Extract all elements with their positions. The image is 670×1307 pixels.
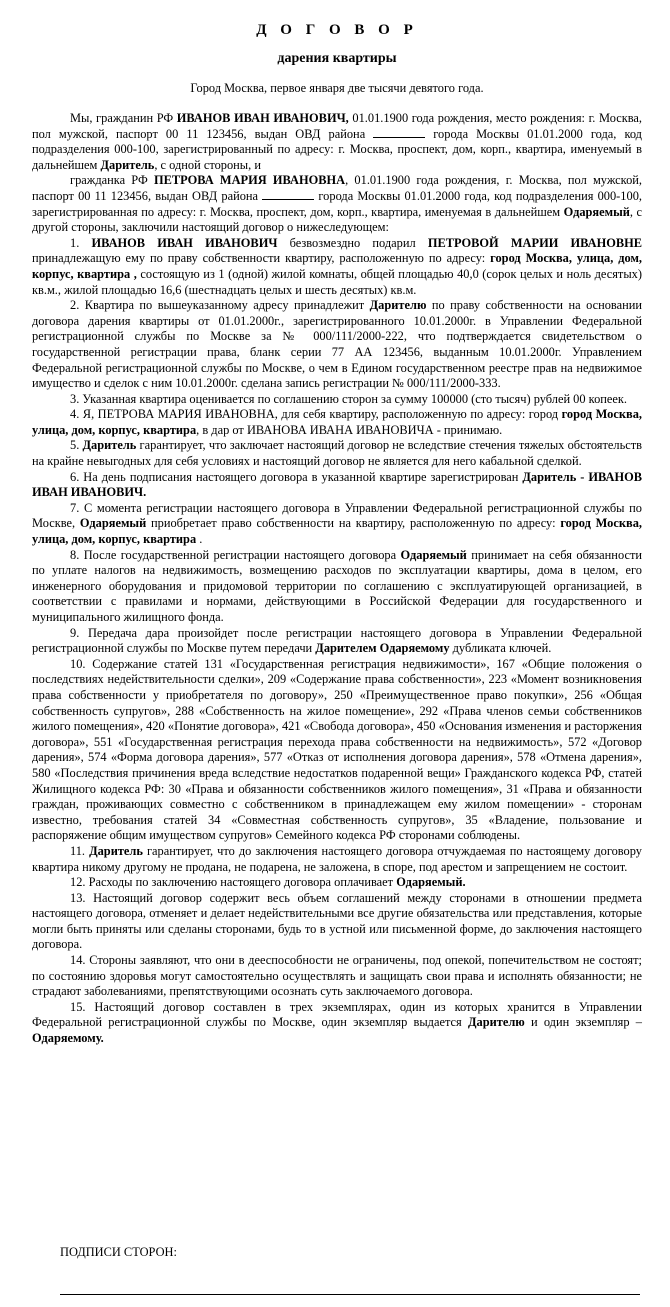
text: 7. С момента регистрации настоящего договора в Управлении Федеральной регистрационной службы по Москве,	[32, 500, 642, 531]
party-roles: Дарителем Одаряемому	[315, 641, 450, 656]
intro-party-donor	[32, 111, 642, 173]
clause-12	[32, 875, 642, 891]
text: безвозмездно подарил	[277, 235, 428, 250]
blank-line	[373, 128, 425, 138]
text: 1.	[70, 235, 92, 250]
text: города Москвы 01.01.2000 года, код подразделения 000-100, зарегистрированный по адресу: г. Москва, проспект, дом, корп., квартира, именуемый в дальнейшем	[32, 126, 642, 172]
clause-4	[32, 407, 642, 438]
text: 11.	[70, 843, 90, 858]
clause-1	[32, 236, 642, 298]
donor-role: Даритель	[100, 157, 155, 172]
city-date-line: Город Москва, первое января две тысячи девятого года.	[190, 81, 484, 95]
text: города Москвы 01.01.2000 года, код подразделения 000-100, зарегистрированная по адресу: г. Москва, проспект, дом, корп., квартира, именуемая в дальнейшем	[32, 188, 642, 219]
property-address: город Москва, улица, дом, корпус, квартира	[32, 516, 642, 547]
clause-13: 13. Настоящий договор содержит весь объем соглашений между сторонами в отношении предмета настоящего договора, отменяет и делает недействительными все другие обязательства или представления, которые могли быть приняты или сделаны сторонами, будь то в устной или письменной форме, до заключения настоящего договора.	[32, 890, 642, 952]
clause-2	[32, 298, 642, 392]
clause-6	[32, 470, 642, 501]
property-address: город Москва, улица, дом, корпус, квартира	[32, 407, 642, 437]
recipient-role: Одаряемый.	[396, 875, 466, 890]
text: и один экземпляр –	[524, 1015, 642, 1030]
text: .	[196, 532, 203, 547]
recipient-name: ПЕТРОВА МАРИЯ ИВАНОВНА	[153, 173, 346, 188]
donor-role: Даритель	[82, 438, 137, 453]
text: 6. На день подписания настоящего договора в указанной квартире зарегистрирован	[70, 469, 523, 484]
clause-7	[32, 501, 642, 548]
document-title: Д О Г О В О Р	[256, 22, 418, 38]
text: 12. Расходы по заключению настоящего договора оплачивает	[70, 875, 397, 890]
text: 8. После государственной регистрации настоящего договора	[70, 547, 401, 562]
recipient-role: Одаряемый	[400, 547, 467, 562]
recipient-role: Одаряемый	[79, 516, 147, 531]
donor-role: Дарителю	[467, 1015, 525, 1030]
text: 15. Настоящий договор составлен в трех экземплярах, один из которых хранится в Управлении Федеральной регистрационной службы по Москве, один экземпляр выдается	[32, 999, 642, 1030]
donor-name: ИВАНОВ ИВАН ИВАНОВИЧ	[91, 235, 278, 250]
text: , 01.01.1900 года рождения, г. Москва, пол мужской, паспорт 00 11 123456, выдан ОВД района	[32, 173, 642, 203]
text: , с другой стороны, заключили настоящий договор о нижеследующем:	[32, 204, 642, 235]
property-address: город Москва, улица, дом, корпус, квартира ,	[32, 251, 642, 281]
text: приобретает право собственности на квартиру, расположенную по адресу:	[146, 516, 561, 531]
clause-11	[32, 844, 642, 875]
donor-role: Дарителю	[369, 298, 427, 313]
clause-8	[32, 548, 642, 626]
text: , в дар от ИВАНОВА ИВАНА ИВАНОВИЧА - принимаю.	[196, 422, 503, 437]
clause-14: 14. Стороны заявляют, что они в дееспособности не ограничены, под опекой, попечительством не состоят; по состоянию здоровья могут самостоятельно осуществлять и защищать свои права и исполнять обязанности; не страдают заболеваниями, препятствующими осознать суть заключаемого договора.	[32, 953, 642, 999]
intro-party-recipient	[32, 173, 642, 235]
signatures-label: ПОДПИСИ СТОРОН:	[60, 1245, 177, 1259]
donor-name: ИВАНОВ ИВАН ИВАНОВИЧ,	[176, 111, 349, 125]
text: гражданка РФ	[70, 173, 154, 188]
text: гарантирует, что заключает настоящий договор не вследствие стечения тяжелых обстоятельств на крайне невыгодных для себя условиях и настоящий договор не является для него кабальной сделкой.	[32, 438, 642, 469]
donor-role-name: Даритель - ИВАНОВ ИВАН ИВАНОВИЧ.	[32, 469, 642, 500]
recipient-role: Одаряемому.	[32, 1031, 104, 1046]
text: , с одной стороны, и	[154, 157, 261, 172]
clause-5	[32, 438, 642, 469]
recipient-name: ПЕТРОВОЙ МАРИИ ИВАНОВНЕ	[427, 235, 643, 250]
text: гарантирует, что до заключения настоящего договора отчуждаемая по настоящему договору квартира никому другому не продана, не подарена, не заложена, в споре, под арестом и запрещением не состоит.	[32, 843, 642, 874]
donor-role: Даритель	[89, 843, 143, 858]
text: 4. Я, ПЕТРОВА МАРИЯ ИВАНОВНА, для себя квартиру, расположенную по адресу: город	[70, 407, 562, 422]
text: дубликата ключей.	[449, 641, 552, 656]
text: 9. Передача дара произойдет после регистрации настоящего договора в Управлении Федеральной регистрационной службы по Москве путем передачи	[32, 625, 642, 656]
text: принадлежащую ему по праву собственности квартиру, расположенную по адресу:	[32, 251, 491, 266]
text: состоящую из 1 (одной) жилой комнаты, общей площадью 40,0 (сорок целых и ноль десятых) кв.м., жилой площадью 16,6 (шестнадцать целых и шесть десятых) кв.м.	[32, 266, 642, 297]
document-subtitle: дарения квартиры	[277, 51, 397, 66]
text: Мы, гражданин РФ	[70, 111, 177, 125]
clause-10: 10. Содержание статей 131 «Государственная регистрация недвижимости», 167 «Общие положения о последствиях недействительности сделки», 209 «Содержание права собственности», 223 «Момент возникновения права собственности у приобретателя по договору», 250 «Преимущественное право покупки», 256 «Общая собственность супругов», 288 «Собственность на жилое помещение», 292 «Права членов семьи собственников жилого помещения», 420 «Понятие договора», 421 «Свобода договора», 450 «Основания изменения и расторжения договора», 551 «Государственная регистрация перехода права собственности на недвижимость», 572 «Договор дарения», 574 «Форма договора дарения», 577 «Отказ от исполнения договора дарения», 578 «Отмена дарения», 580 «Последствия причинения вреда вследствие недостатков подаренной вещи» Гражданского кодекса РФ, статей Жилищного кодекса РФ: 30 «Права и обязанности собственников жилого помещения», 31 «Права и обязанности граждан, проживающих совместно с собственником в принадлежащем ему жилом помещении» - сторонам известно, требования статей 34 «Совместная собственность супругов», 35 «Владение, пользование и распоряжение общим имуществом супругов» Семейного кодекса РФ сторонами соблюдены.	[32, 656, 642, 843]
text: по праву собственности на основании договора дарения квартиры от 01.01.2000г., зарегистрированного 10.01.2000г. в Управлении Федеральной регистрационной службы по Москве за № 000/111/2000-222, что подтверждается свидетельством о государственной регистрации права, бланк серии 77 АА 123456, выданным 10.01.2000г. Управлением Федеральной регистрационной службы по Москве, о чем в Едином государственном реестре прав на недвижимое имущество и сделок с ним 10.01.2000г. сделана запись регистрации № 000/111/2000-333.	[32, 298, 642, 391]
clause-9	[32, 626, 642, 657]
clause-3: 3. Указанная квартира оценивается по соглашению сторон за сумму 100000 (сто тысяч) рублей 00 копеек.	[70, 391, 628, 406]
text: 2. Квартира по вышеуказанному адресу принадлежит	[70, 298, 370, 313]
recipient-role: Одаряемый	[563, 204, 630, 219]
blank-line	[262, 190, 314, 200]
signature-line	[60, 1294, 640, 1295]
text: 5.	[70, 438, 83, 453]
text: принимает на себя обязанности по уплате налогов на недвижимость, возмещению расходов по эксплуатации квартиры, дома в целом, его инженерного оборудования и придомовой территории по соглашению с эксплуатирующей организацией, в соответствии с правилами и нормами, действующими в Российской Федерации для государственного и муниципального жилищного фонда.	[32, 547, 642, 624]
clause-15	[32, 1000, 642, 1047]
text: 01.01.1900 года рождения, место рождения: г. Москва, пол мужской, паспорт 00 11 123456, выдан ОВД района	[32, 111, 642, 141]
